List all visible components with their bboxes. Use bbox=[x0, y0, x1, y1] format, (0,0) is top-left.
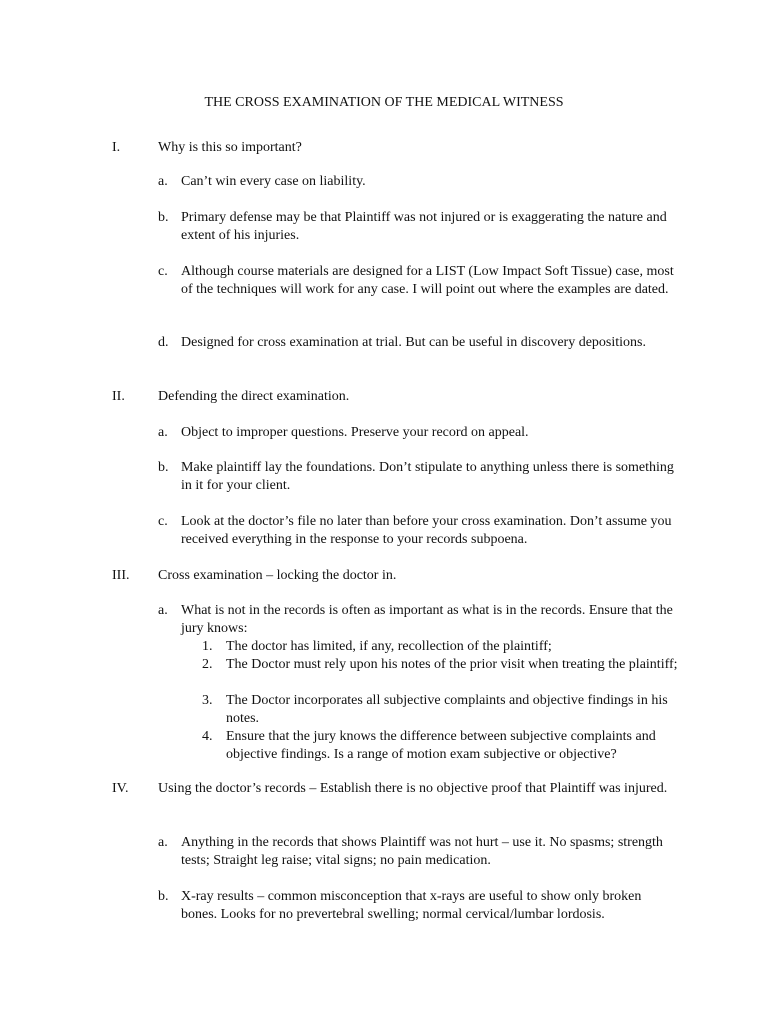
item-text: Although course materials are designed for a LIST (Low Impact Soft Tissue) case, most of the techniques will work for any case. I will point out where the examples are dated. bbox=[181, 264, 674, 297]
section-numeral: II. bbox=[112, 389, 125, 404]
section-heading: Cross examination – locking the doctor in. bbox=[158, 568, 397, 583]
numbered-item bbox=[202, 728, 682, 764]
section-numeral: I. bbox=[112, 140, 121, 155]
item-letter: a. bbox=[158, 425, 168, 440]
outline-item bbox=[158, 888, 678, 924]
item-text: What is not in the records is often as important as what is in the records. Ensure that the jury knows: bbox=[181, 603, 673, 636]
item-text: X-ray results – common misconception that x-rays are useful to show only broken bones. Looks for no prevertebral swelling; normal cervical/lumbar lordosis. bbox=[181, 889, 642, 922]
item-text: The Doctor incorporates all subjective complaints and objective findings in his notes. bbox=[226, 693, 668, 726]
item-text: Make plaintiff lay the foundations. Don’t stipulate to anything unless there is something in it for your client. bbox=[181, 460, 674, 493]
item-text: Designed for cross examination at trial. But can be useful in discovery depositions. bbox=[181, 335, 647, 350]
item-letter: a. bbox=[158, 603, 168, 618]
item-letter: c. bbox=[158, 264, 168, 279]
numbered-item bbox=[202, 692, 682, 728]
numbered-item bbox=[202, 638, 682, 656]
outline-item bbox=[158, 424, 678, 442]
item-text: Object to improper questions. Preserve your record on appeal. bbox=[181, 425, 529, 440]
item-text: Ensure that the jury knows the difference between subjective complaints and objective findings. Is a range of motion exam subjective or objective? bbox=[226, 729, 656, 762]
outline-item bbox=[158, 173, 678, 191]
outline-item bbox=[158, 459, 678, 495]
outline-item bbox=[158, 834, 678, 870]
section-numeral: III. bbox=[112, 568, 130, 583]
outline-item bbox=[158, 334, 678, 352]
item-letter: b. bbox=[158, 210, 169, 225]
section-heading: Using the doctor’s records – Establish there is no objective proof that Plaintiff was injured. bbox=[158, 781, 668, 796]
item-letter: c. bbox=[158, 514, 168, 529]
item-letter: a. bbox=[158, 835, 168, 850]
item-text: Primary defense may be that Plaintiff was not injured or is exaggerating the nature and extent of his injuries. bbox=[181, 210, 667, 243]
item-text: Can’t win every case on liability. bbox=[181, 174, 366, 189]
item-number: 2. bbox=[202, 657, 213, 672]
document-title: THE CROSS EXAMINATION OF THE MEDICAL WITNESS bbox=[204, 95, 564, 110]
item-letter: a. bbox=[158, 174, 168, 189]
outline-item bbox=[158, 263, 678, 299]
outline-item bbox=[158, 602, 678, 638]
item-text: Anything in the records that shows Plaintiff was not hurt – use it. No spasms; strength tests; Straight leg raise; vital signs; no pain medication. bbox=[181, 835, 663, 868]
item-number: 1. bbox=[202, 639, 213, 654]
item-text: The Doctor must rely upon his notes of the prior visit when treating the plaintiff; bbox=[226, 657, 678, 672]
numbered-item bbox=[202, 656, 682, 674]
section-numeral: IV. bbox=[112, 781, 129, 796]
section-heading: Defending the direct examination. bbox=[158, 389, 350, 404]
item-letter: d. bbox=[158, 335, 169, 350]
section-heading: Why is this so important? bbox=[158, 140, 302, 155]
outline-item bbox=[158, 513, 678, 549]
item-text: Look at the doctor’s file no later than before your cross examination. Don’t assume you received everything in the response to your records subpoena. bbox=[181, 514, 672, 547]
item-number: 3. bbox=[202, 693, 213, 708]
item-letter: b. bbox=[158, 460, 169, 475]
item-text: The doctor has limited, if any, recollection of the plaintiff; bbox=[226, 639, 552, 654]
outline-item bbox=[158, 209, 678, 245]
item-letter: b. bbox=[158, 889, 169, 904]
item-number: 4. bbox=[202, 729, 213, 744]
